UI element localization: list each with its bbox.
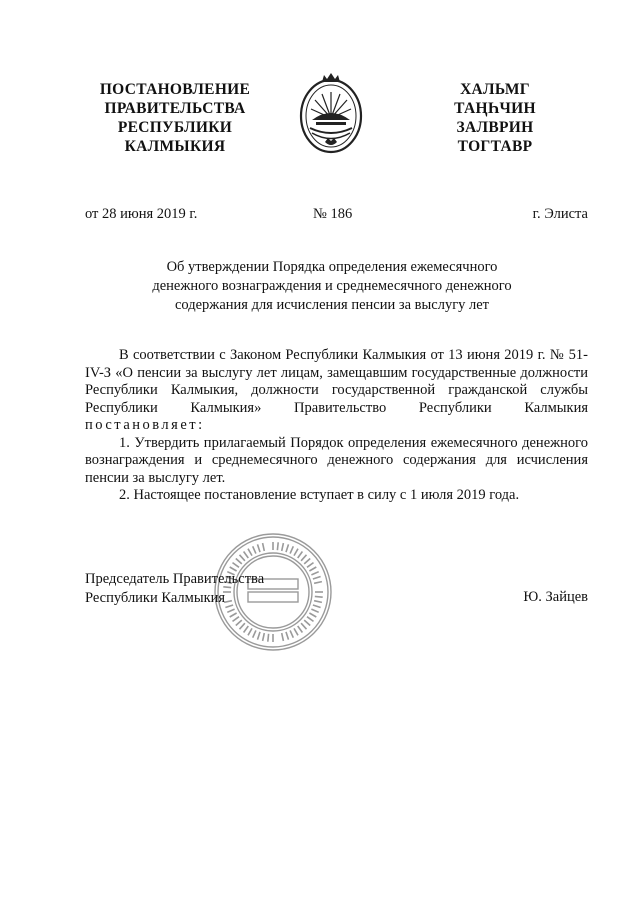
document-body: [85, 347, 588, 505]
signature-position-line-1: Председатель Правительства: [85, 571, 265, 587]
header-right-line-1: ХАЛЬМГ: [460, 81, 530, 98]
header-right-line-2: ТАҢҺЧИН: [454, 100, 536, 117]
document-city: г. Элиста: [532, 206, 588, 222]
title-line-3: содержания для исчисления пенсии за выслугу лет: [174, 297, 490, 313]
signatory-name: Ю. Зайцев: [523, 589, 588, 605]
header-left-line-1: ПОСТАНОВЛЕНИЕ: [99, 81, 251, 98]
header-left-line-2: ПРАВИТЕЛЬСТВА: [104, 100, 246, 117]
title-line-1: Об утверждении Порядка определения ежемесячного: [166, 259, 498, 275]
coat-of-arms-icon: [298, 72, 364, 154]
header-right-title: [410, 80, 580, 156]
preamble-text: В соответствии с Законом Республики Калмыкия от 13 июня 2019 г. № 51-IV-З «О пенсии за выслугу лет лицам, замещавшим государственные должности Республики Калмыкия, должности государственной гражданской службы Республики Калмыкия» Правительство Республики Калмыкия: [85, 347, 588, 416]
decree-word: постановляет:: [85, 417, 205, 433]
preamble-paragraph: [85, 347, 588, 435]
signature-position: [85, 570, 264, 608]
header-right-line-4: ТОГТАВР: [457, 138, 533, 155]
title-line-2: денежного вознаграждения и среднемесячного денежного: [152, 278, 512, 294]
header-left-title: [80, 80, 270, 156]
document-meta-line: [85, 206, 588, 226]
document-number: № 186: [313, 206, 353, 222]
decree-item-2: 2. Настоящее постановление вступает в силу с 1 июля 2019 года.: [119, 487, 520, 503]
document-title: [80, 258, 584, 315]
header-right-line-3: ЗАЛВРИН: [456, 119, 534, 136]
decree-item-1: 1. Утвердить прилагаемый Порядок определения ежемесячного денежного вознаграждения и среднемесячного денежного содержания для исчисления пенсии за выслугу лет.: [85, 434, 588, 486]
document-date: от 28 июня 2019 г.: [85, 206, 198, 222]
signature-position-line-2: Республики Калмыкия: [85, 590, 226, 606]
header-left-line-3: РЕСПУБЛИКИ: [117, 119, 233, 136]
header-left-line-4: КАЛМЫКИЯ: [124, 138, 226, 155]
